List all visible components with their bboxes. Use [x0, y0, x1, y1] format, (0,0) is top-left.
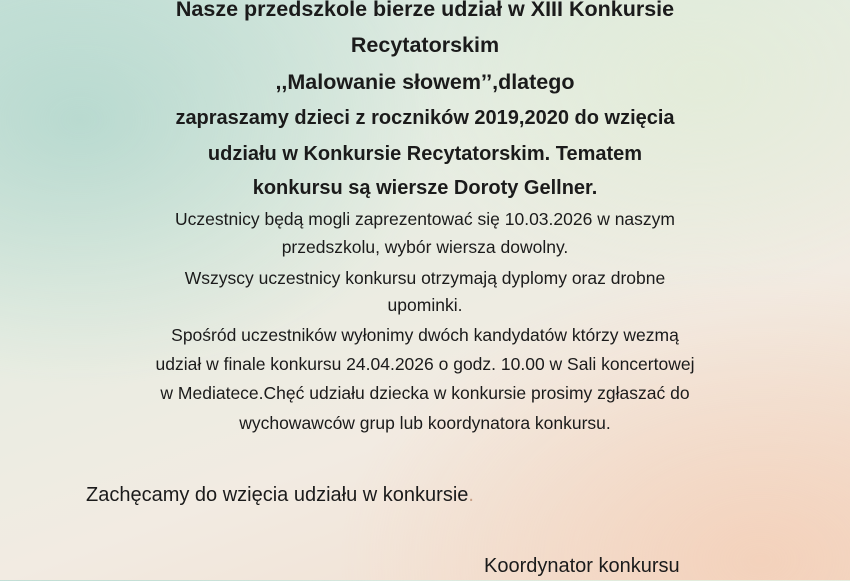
intro-line-3: konkursu są wiersze Doroty Gellner. [252, 177, 598, 199]
body-line-4: upominki. [387, 295, 463, 315]
intro-line-1: zapraszamy dzieci z roczników 2019,2020 do wzięcia [175, 107, 675, 129]
body-line-2: przedszkolu, wybór wiersza dowolny. [281, 237, 569, 257]
invite-text: Zachęcamy do wzięcia udziału w konkursie [86, 484, 469, 506]
body-line-3: Wszyscy uczestnicy konkursu otrzymają dyplomy oraz drobne [184, 268, 666, 288]
heading-line-2: Recytatorskim [350, 33, 500, 57]
signature: Koordynator konkursu [484, 555, 680, 577]
heading-line-1: Nasze przedszkole bierze udział w XIII Konkursie [175, 0, 675, 21]
invite-sentence [86, 480, 474, 510]
body-line-1: Uczestnicy będą mogli zaprezentować się 10.03.2026 w naszym [175, 209, 675, 229]
intro-line-2: udziału w Konkursie Recytatorskim. Tematem [207, 143, 643, 165]
heading-line-3: ,,Malowanie słowem’’,dlatego [275, 70, 575, 94]
body-line-5: Spośród uczestników wyłonimy dwóch kandydatów którzy wezmą [171, 325, 679, 345]
body-line-8: wychowawców grup lub koordynatora konkursu. [239, 413, 611, 433]
body-line-7: w Mediatece.Chęć udziału dziecka w konkursie prosimy zgłaszać do [160, 383, 690, 403]
body-line-6: udział w finale konkursu 24.04.2026 o godz. 10.00 w Sali koncertowej [155, 354, 695, 374]
invite-dot: . [468, 484, 474, 506]
